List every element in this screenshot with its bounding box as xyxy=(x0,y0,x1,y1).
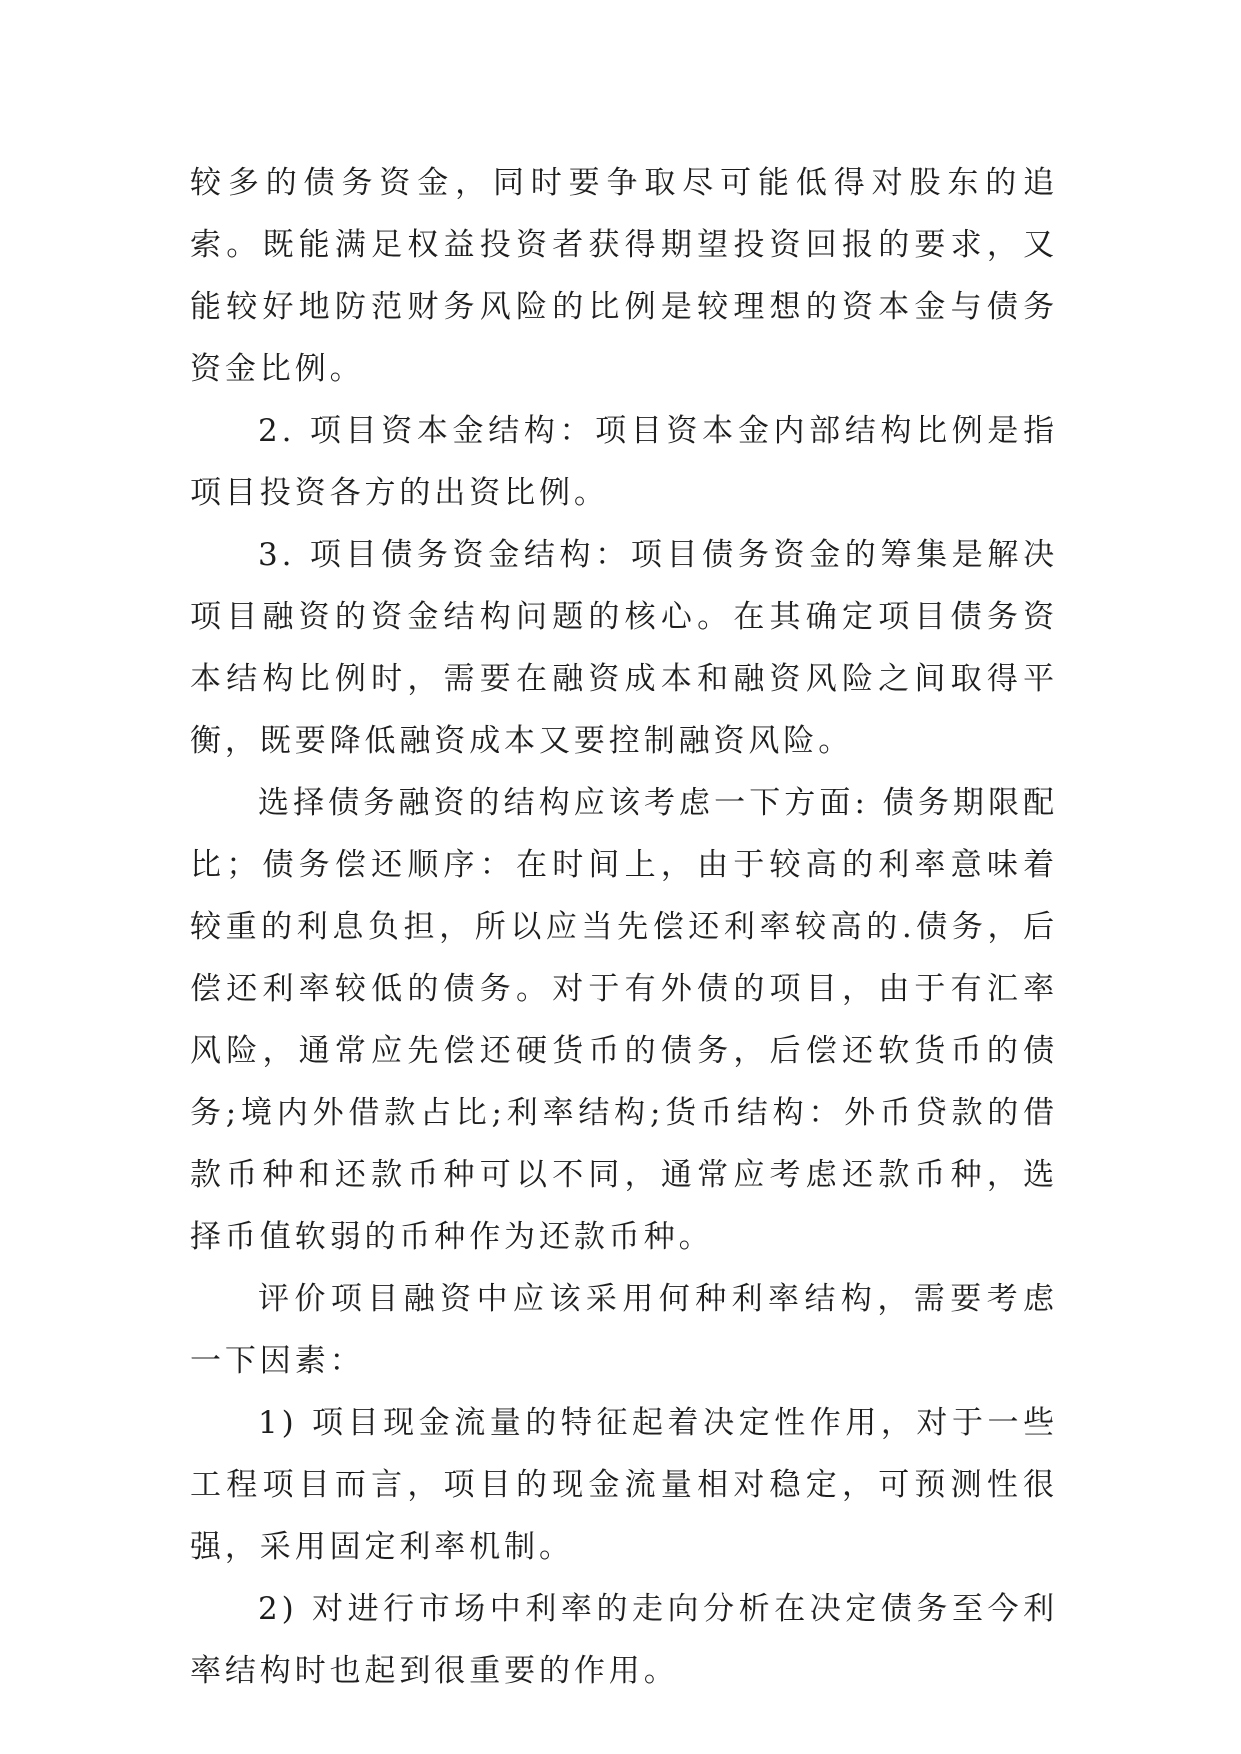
paragraph-factor-2-market-rate: 2) 对进行市场中利率的走向分析在决定债务至今利率结构时也起到很重要的作用。 xyxy=(190,1591,1058,1689)
paragraph-interest-rate-factors: 评价项目融资中应该采用何种利率结构，需要考虑一下因素： xyxy=(190,1281,1058,1379)
paragraph-factor-1-cash-flow: 1) 项目现金流量的特征起着决定性作用，对于一些工程项目而言，项目的现金流量相对稳定，可预测性很强，采用固定利率机制。 xyxy=(190,1405,1058,1565)
paragraph-equity-structure: 2. 项目资本金结构：项目资本金内部结构比例是指项目投资各方的出资比例。 xyxy=(190,413,1058,511)
paragraph-debt-structure: 3. 项目债务资金结构：项目债务资金的筹集是解决项目融资的资金结构问题的核心。在其确定项目债务资本结构比例时，需要在融资成本和融资风险之间取得平衡，既要降低融资成本又要控制融资风险。 xyxy=(190,537,1058,759)
paragraph-capital-ratio-continued: 较多的债务资金，同时要争取尽可能低得对股东的追索。既能满足权益投资者获得期望投资回报的要求，又能较好地防范财务风险的比例是较理想的资本金与债务资金比例。 xyxy=(190,165,1058,387)
document-page xyxy=(190,152,1058,1702)
paragraph-debt-financing-considerations: 选择债务融资的结构应该考虑一下方面: 债务期限配比；债务偿还顺序：在时间上，由于较高的利率意味着较重的利息负担，所以应当先偿还利率较高的.债务，后偿还利率较低的债务。对于有外债的项目，由于有汇率风险，通常应先偿还硬货币的债务，后偿还软货币的债务;境内外借款占比;利率结构;货币结构：外币贷款的借款币种和还款币种可以不同，通常应考虑还款币种，选择币值软弱的币种作为还款币种。 xyxy=(190,785,1058,1255)
